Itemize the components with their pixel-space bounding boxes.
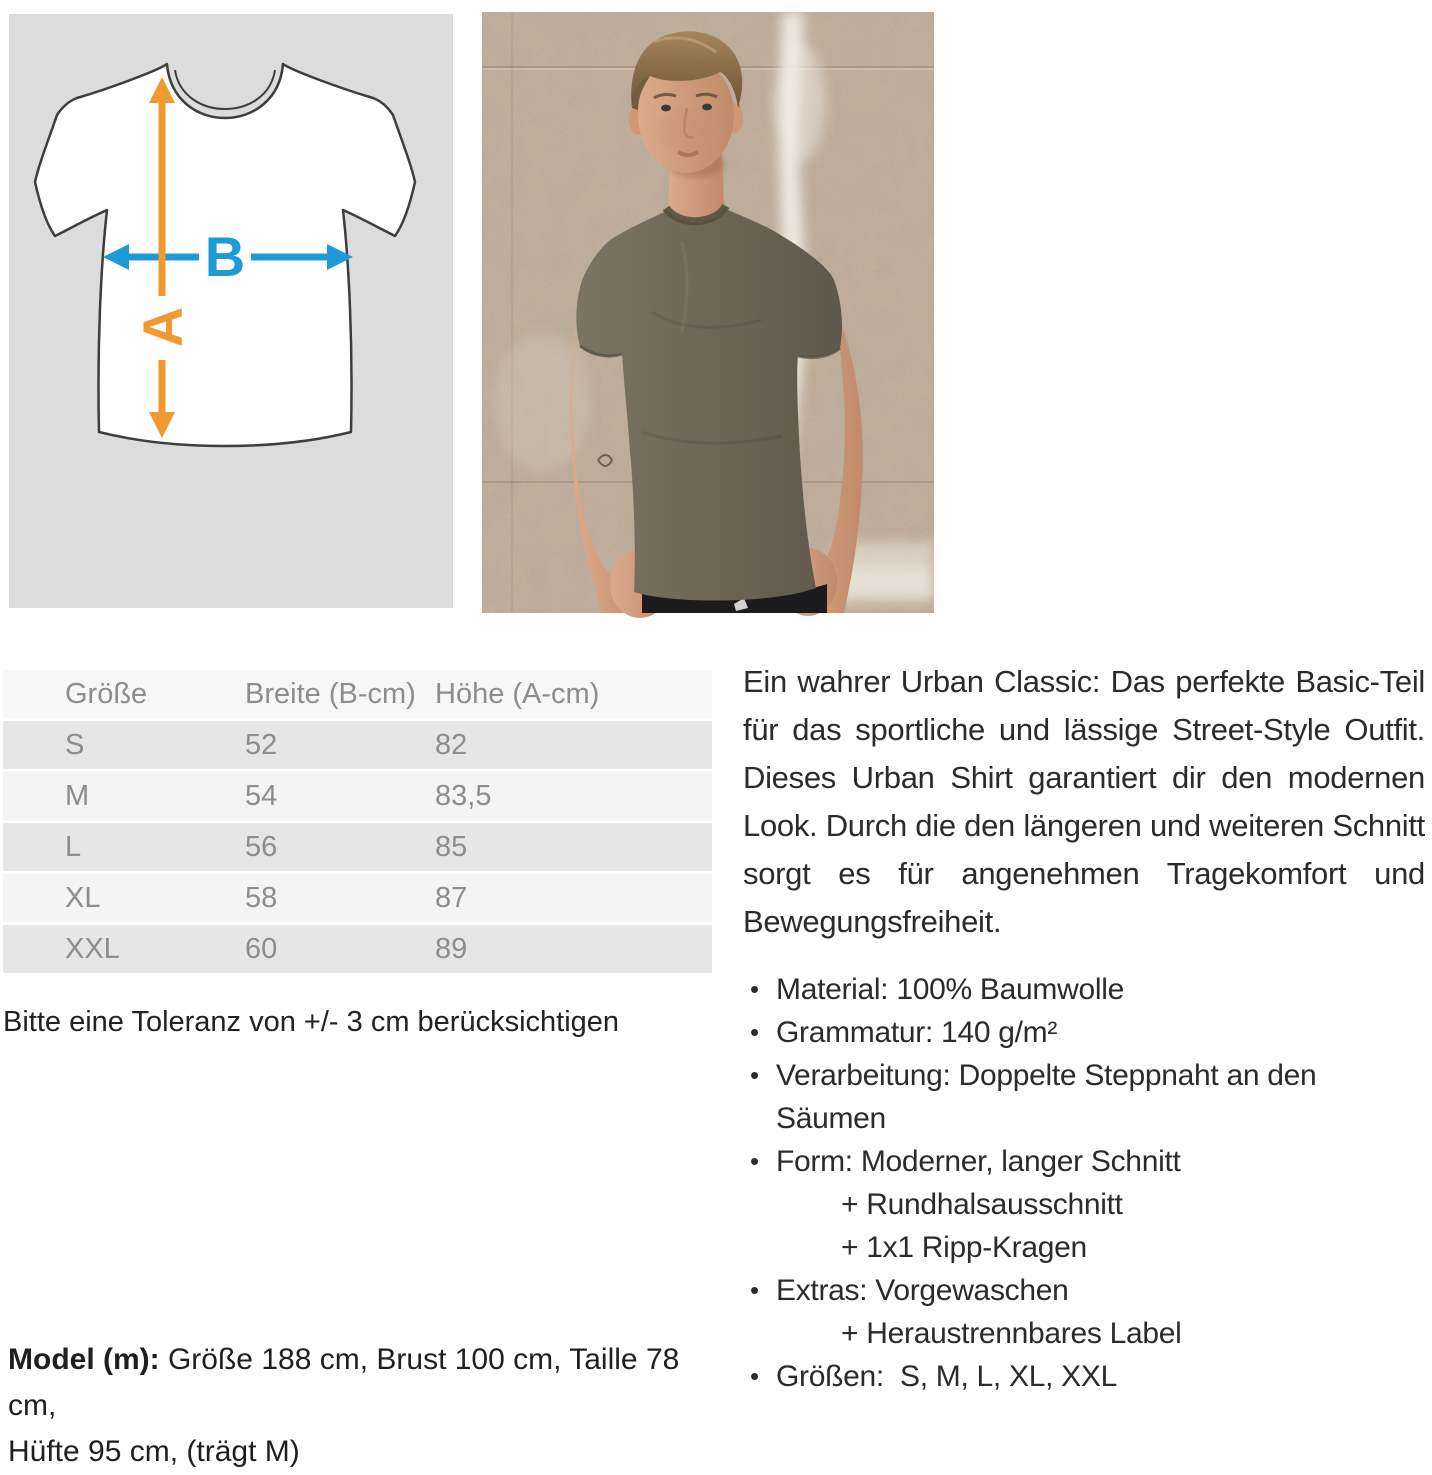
tshirt-measure-diagram	[9, 14, 453, 608]
feature-item: • Grammatur: 140 g/m²	[743, 1011, 1425, 1054]
table-cell: XXL	[65, 932, 120, 965]
table-header-row	[3, 670, 712, 718]
model-photo-graphic	[482, 12, 934, 613]
width-label: B	[204, 225, 246, 288]
model-photo	[482, 12, 934, 613]
height-label: A	[131, 306, 194, 348]
table-cell: 60	[245, 932, 278, 965]
model-info-label: Model (m):	[8, 1343, 160, 1376]
model-info	[8, 1337, 728, 1475]
table-row	[3, 823, 712, 871]
size-table	[3, 667, 712, 976]
table-cell: 56	[245, 830, 278, 863]
table-row	[3, 925, 712, 973]
feature-item: • Material: 100% Baumwolle	[743, 968, 1425, 1011]
table-cell: 83,5	[435, 779, 492, 812]
feature-item: • Extras: Vorgewaschen	[743, 1269, 1425, 1312]
feature-item: • Größen: S, M, L, XL, XXL	[743, 1355, 1425, 1398]
table-cell: M	[65, 779, 90, 812]
feature-list	[743, 968, 1425, 1398]
table-cell: S	[65, 728, 85, 761]
column-header-height: Höhe (A-cm)	[435, 677, 600, 710]
size-table-rows	[3, 721, 712, 973]
table-cell: 52	[245, 728, 278, 761]
model-info-line2: Hüfte 95 cm, (trägt M)	[8, 1435, 300, 1468]
feature-item: + 1x1 Ripp-Kragen	[841, 1231, 1087, 1264]
description-paragraph: Ein wahrer Urban Classic: Das perfekte Basic-Teil für das sportliche und lässige Street-Style Outfit. Dieses Urban Shirt garantiert dir den modernen Look. Durch die den längeren und weiteren Schnitt sorgt es für angenehmen Tragekomfort und Bewegungsfreiheit.	[743, 664, 1425, 939]
product-description	[743, 658, 1425, 1398]
feature-item: + Rundhalsausschnitt	[841, 1188, 1123, 1221]
table-row	[3, 721, 712, 769]
table-cell: 87	[435, 881, 468, 914]
column-header-width: Breite (B-cm)	[245, 677, 416, 710]
table-cell: 89	[435, 932, 468, 965]
table-cell: L	[65, 830, 82, 863]
tolerance-note: Bitte eine Toleranz von +/- 3 cm berücksichtigen	[3, 1006, 620, 1038]
table-cell: XL	[65, 881, 101, 914]
table-cell: 85	[435, 830, 468, 863]
table-cell: 54	[245, 779, 278, 812]
table-row	[3, 772, 712, 820]
column-header-size: Größe	[65, 677, 148, 710]
size-diagram-box	[9, 14, 453, 608]
feature-item: • Form: Moderner, langer Schnitt	[743, 1140, 1425, 1183]
table-row	[3, 874, 712, 922]
feature-item: • Verarbeitung: Doppelte Steppnaht an den Säumen	[743, 1054, 1425, 1140]
table-cell: 58	[245, 881, 278, 914]
table-cell: 82	[435, 728, 468, 761]
feature-item: + Heraustrennbares Label	[841, 1317, 1182, 1350]
model-info-line1: Größe 188 cm, Brust 100 cm, Taille 78 cm,	[8, 1343, 680, 1422]
